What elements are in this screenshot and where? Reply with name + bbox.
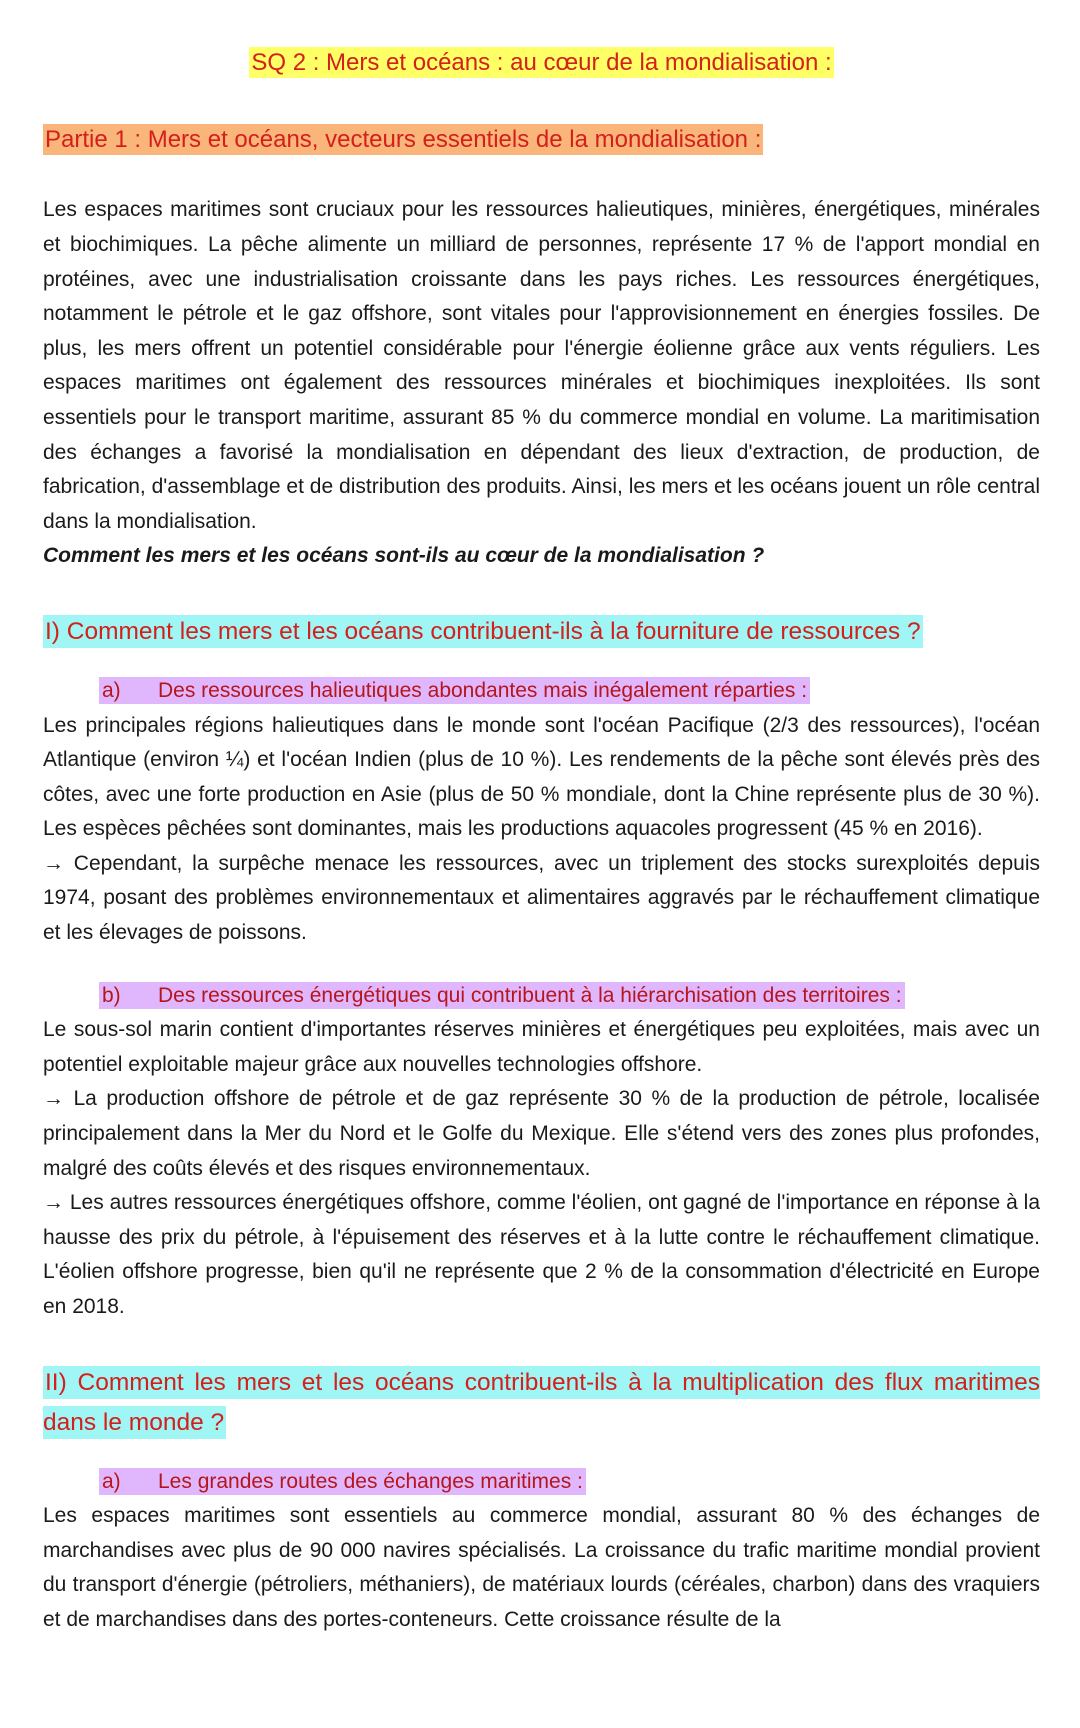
part-1-heading: Partie 1 : Mers et océans, vecteurs essentiels de la mondialisation :	[45, 126, 762, 154]
subsection-1a-heading-block	[43, 674, 1040, 709]
subsection-1a-letter: a)	[102, 678, 121, 702]
subsection-1b-paragraph-2: → La production offshore de pétrole et de gaz représente 30 % de la production de pétrole, localisée principalement dans la Mer du Nord et le Golfe du Mexique. Elle s'étend vers des zones plus profondes, malgré des coûts élevés et des risques environnementaux.	[43, 1087, 1040, 1180]
document-title: SQ 2 : Mers et océans : au cœur de la mondialisation :	[251, 49, 832, 76]
intro-paragraph: Les espaces maritimes sont cruciaux pour les ressources halieutiques, minières, énergétiques, minérales et biochimiques. La pêche alimente un milliard de personnes, représente 17 % de l'apport mondial en protéines, avec une industrialisation croissante dans les pays riches. Les ressources énergétiques, notamment le pétrole et le gaz offshore, sont vitales pour l'approvisionnement en énergies fossiles. De plus, les mers offrent un potentiel considérable pour l'énergie éolienne grâce aux vents réguliers. Les espaces maritimes ont également des ressources minérales et biochimiques inexploitées. Ils sont essentiels pour le transport maritime, assurant 85 % du commerce mondial en volume. La maritimisation des échanges a favorisé la mondialisation en dépendant des lieux d'extraction, de production, de fabrication, d'assemblage et de distribution des produits. Ainsi, les mers et les océans jouent un rôle central dans la mondialisation.	[43, 198, 1040, 533]
subsection-1a-paragraph-2: → Cependant, la surpêche menace les ressources, avec un triplement des stocks surexploités depuis 1974, posant des problèmes environnementaux et alimentaires aggravés par le réchauffement climatique et les élevages de poissons.	[43, 851, 1040, 945]
subsection-2a-paragraph-1: Les espaces maritimes sont essentiels au commerce mondial, assurant 80 % des échanges de marchandises avec plus de 90 000 navires spécialisés. La croissance du trafic maritime mondial provient du transport d'énergie (pétroliers, méthaniers), de matériaux lourds (céréales, charbon) dans des vraquiers et de marchandises dans des portes-conteneurs. Cette croissance résulte de la	[43, 1504, 1040, 1631]
subsection-2a-title: Les grandes routes des échanges maritimes :	[158, 1469, 583, 1493]
subsection-2a-heading	[99, 1468, 586, 1495]
subsection-1a-paragraph-1: Les principales régions halieutiques dans le monde sont l'océan Pacifique (2/3 des ressources), l'océan Atlantique (environ ¼) et l'océan Indien (plus de 10 %). Les rendements de la pêche sont élevés près des côtes, avec une forte production en Asie (plus de 50 % mondiale, dont la Chine représente plus de 30 %). Les espèces pêchées sont dominantes, mais les productions aquacoles progressent (45 % en 2016).	[43, 713, 1040, 841]
document-page	[43, 0, 1040, 1638]
subsection-1b-paragraph-1: Le sous-sol marin contient d'importantes réserves minières et énergétiques peu exploitées, mais avec un potentiel exploitable majeur grâce aux nouvelles technologies offshore.	[43, 1018, 1040, 1076]
subsection-2a-heading-block	[43, 1465, 1040, 1500]
section-1-heading-block	[43, 612, 1040, 652]
section-2-heading: II) Comment les mers et les océans contribuent-ils à la multiplication des flux maritimes dans le monde ?	[43, 1366, 1040, 1439]
section-2-heading-block	[43, 1363, 1040, 1443]
part-heading-block	[43, 121, 1040, 158]
section-1-heading: I) Comment les mers et les océans contribuent-ils à la fourniture de ressources ?	[43, 615, 923, 648]
subsection-1b-heading	[99, 982, 905, 1009]
problematic-question: Comment les mers et les océans sont-ils au cœur de la mondialisation ?	[43, 544, 765, 568]
title-block	[43, 44, 1040, 81]
subsection-1b-title: Des ressources énergétiques qui contribuent à la hiérarchisation des territoires :	[158, 983, 902, 1007]
subsection-1a-title: Des ressources halieutiques abondantes mais inégalement réparties :	[158, 678, 808, 702]
subsection-1b-heading-block	[43, 979, 1040, 1014]
subsection-2a-letter: a)	[102, 1469, 121, 1493]
subsection-1a-heading	[99, 677, 810, 704]
subsection-1b-letter: b)	[102, 983, 121, 1007]
subsection-1b-paragraph-3: → Les autres ressources énergétiques offshore, comme l'éolien, ont gagné de l'importance en réponse à la hausse des prix du pétrole, à l'épuisement des réserves et à la lutte contre le réchauffement climatique. L'éolien offshore progresse, bien qu'il ne représente que 2 % de la consommation d'électricité en Europe en 2018.	[43, 1191, 1040, 1318]
